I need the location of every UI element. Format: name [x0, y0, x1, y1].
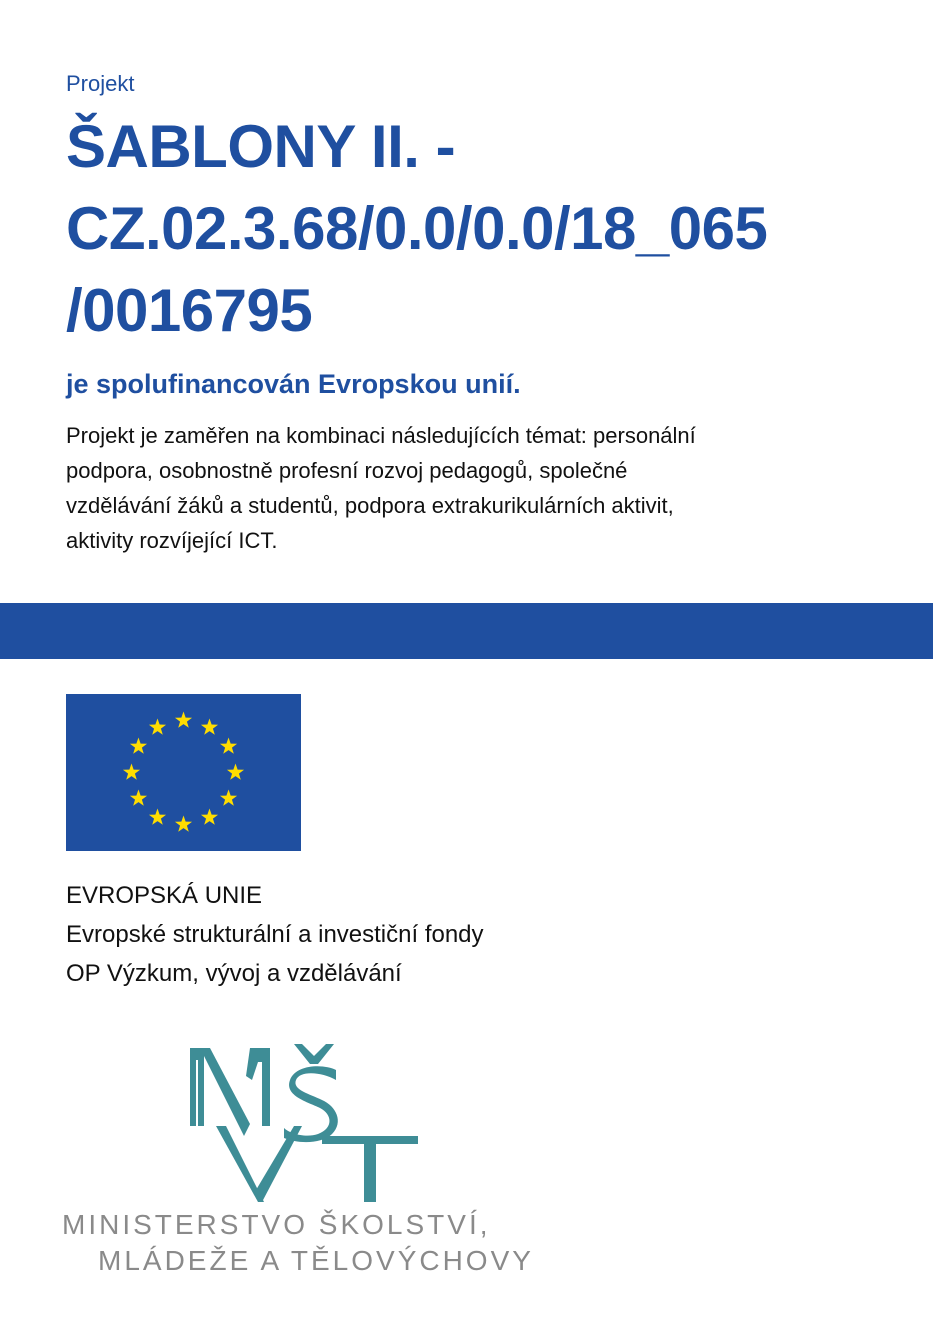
- eu-flag-icon: [66, 694, 301, 851]
- eu-name: EVROPSKÁ UNIE: [66, 882, 263, 909]
- eu-star: [149, 809, 166, 825]
- eu-star: [130, 790, 147, 806]
- project-title: [66, 106, 896, 352]
- eu-star: [175, 816, 192, 832]
- op-programme-name: OP Výzkum, vývoj a vzdělávání: [66, 960, 402, 987]
- eu-funding-text: [66, 876, 484, 993]
- description-line-2: podpora, osobnostně profesní rozvoj pedagogů, společné: [66, 458, 628, 483]
- project-description: [66, 418, 866, 558]
- ministry-name-line-1: MINISTERSTVO ŠKOLSTVÍ,: [62, 1209, 491, 1240]
- eu-star: [220, 738, 237, 754]
- eu-star: [227, 764, 244, 780]
- eu-star: [201, 718, 218, 734]
- ministry-name-line-2: MLÁDEŽE A TĚLOVÝCHOVY: [98, 1245, 534, 1276]
- eu-star: [130, 738, 147, 754]
- eu-star: [149, 718, 166, 734]
- description-line-1: Projekt je zaměřen na kombinaci následujících témat: personální: [66, 423, 696, 448]
- eu-star-ring: [123, 712, 244, 832]
- project-title-line-2: CZ.02.3.68/0.0/0.0/18_065: [66, 195, 768, 262]
- project-label: Projekt: [66, 71, 135, 96]
- description-line-4: aktivity rozvíjející ICT.: [66, 528, 278, 553]
- msmt-logo-icon: [186, 1040, 426, 1210]
- project-title-line-1: ŠABLONY II. -: [66, 113, 456, 180]
- eu-star: [123, 764, 140, 780]
- eu-star: [175, 712, 192, 728]
- project-title-line-3: /0016795: [66, 277, 313, 344]
- eu-star: [201, 809, 218, 825]
- eu-funds-name: Evropské strukturální a investiční fondy: [66, 921, 484, 948]
- cofinanced-statement: je spolufinancován Evropskou unií.: [66, 369, 521, 399]
- eu-flag-stars: [66, 694, 301, 851]
- eu-star: [220, 790, 237, 806]
- ministry-name: [62, 1207, 562, 1279]
- description-line-3: vzdělávání žáků a studentů, podpora extrakurikulárních aktivit,: [66, 493, 674, 518]
- blue-divider-band: [0, 603, 933, 659]
